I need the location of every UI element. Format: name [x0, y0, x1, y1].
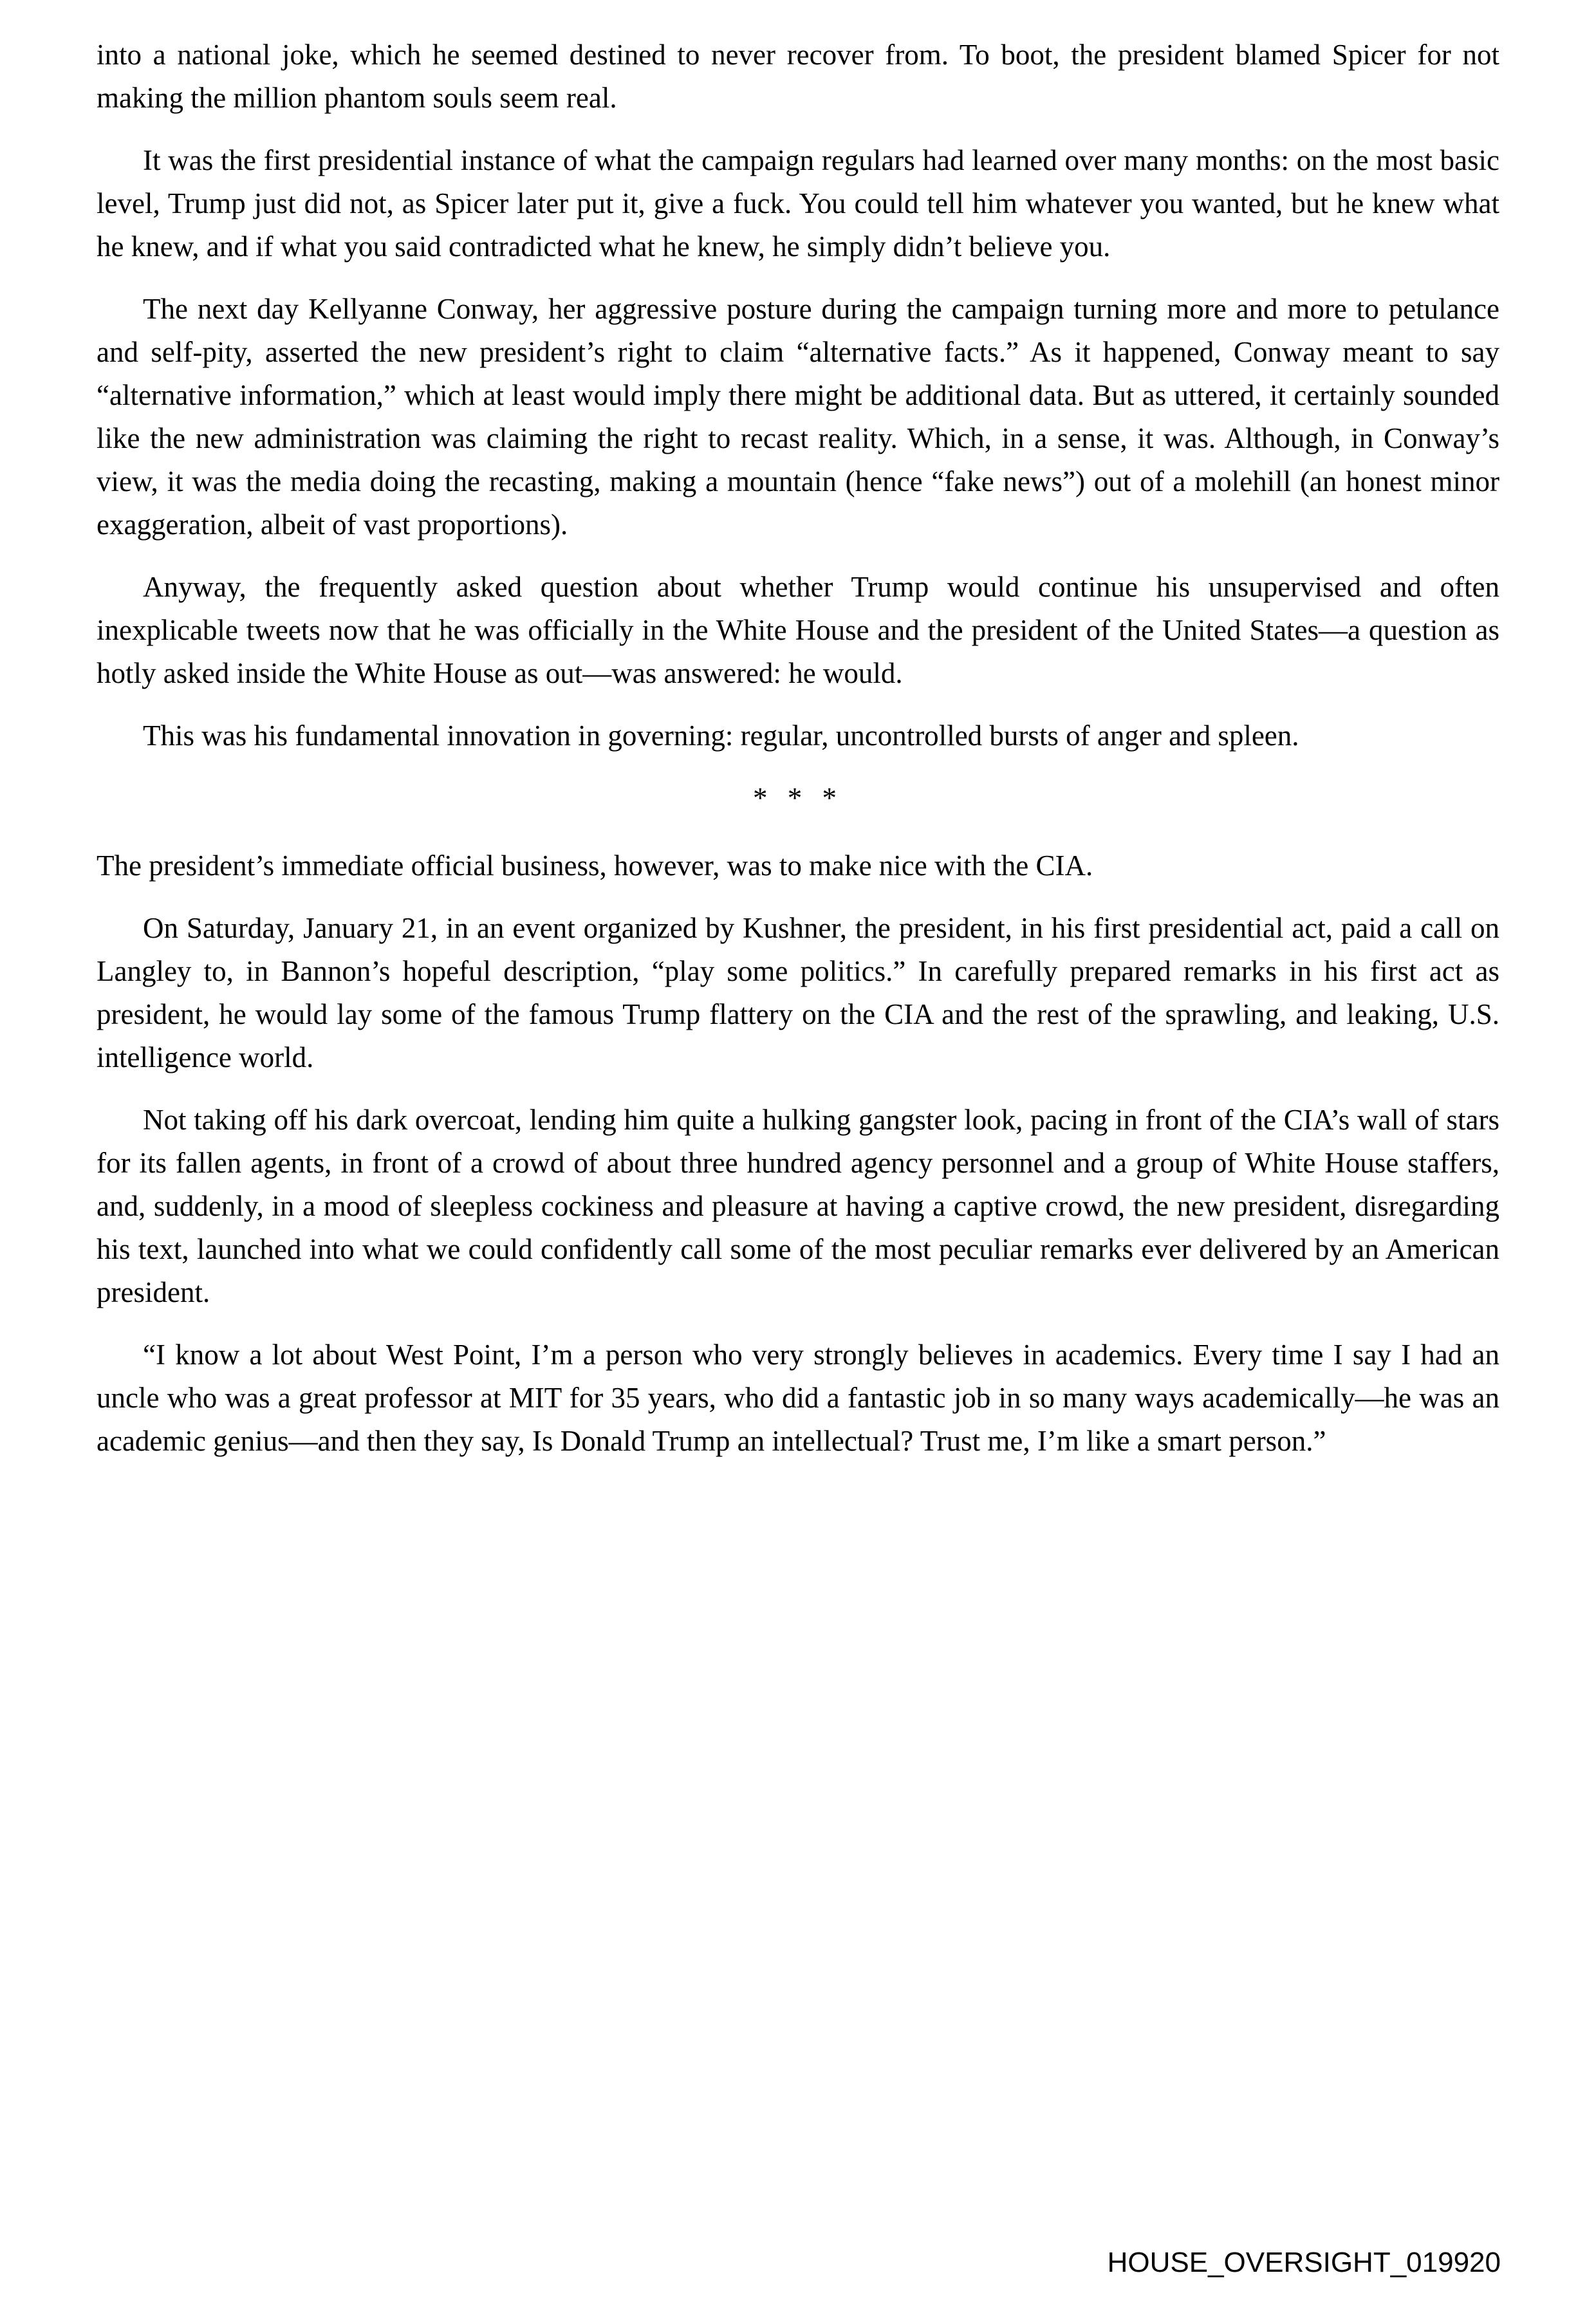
body-paragraph: into a national joke, which he seemed destined to never recover from. To boot, the president blamed Spicer for not making the million phantom souls seem real. — [97, 39, 1499, 114]
body-paragraph: “I know a lot about West Point, I’m a person who very strongly believes in academics. Every time I say I had an uncle who was a great professor at MIT for 35 years, who did a fantastic job in so many ways academically—he was an academic genius—and then they say, Is Donald Trump an intellectual? Trust me, I’m like a smart person.” — [97, 1339, 1499, 1457]
body-paragraph: It was the first presidential instance of what the campaign regulars had learned over many months: on the most basic level, Trump just did not, as Spicer later put it, give a fuck. You could tell him whatever you wanted, but he knew what he knew, and if what you said contradicted what he knew, he simply didn’t believe you. — [97, 144, 1499, 263]
body-paragraph: The next day Kellyanne Conway, her aggressive posture during the campaign turning more and more to petulance and self-pity, asserted the new president’s right to claim “alternative facts.” As it happened, Conway meant to say “alternative information,” which at least would imply there might be additional data. But as uttered, it certainly sounded like the new administration was claiming the right to recast reality. Which, in a sense, it was. Although, in Conway’s view, it was the media doing the recasting, making a mountain (hence “fake news”) out of a molehill (an honest minor exaggeration, albeit of vast proportions). — [97, 293, 1499, 541]
bates-stamp: HOUSE_OVERSIGHT_019920 — [1107, 2247, 1501, 2278]
body-paragraph: This was his fundamental innovation in governing: regular, uncontrolled bursts of anger and spleen. — [143, 719, 1299, 752]
body-paragraph: Not taking off his dark overcoat, lending him quite a hulking gangster look, pacing in front of the CIA’s wall of stars for its fallen agents, in front of a crowd of about three hundred agency personnel and a group of White House staffers, and, suddenly, in a mood of sleepless cockiness and pleasure at having a captive crowd, the new president, disregarding his text, launched into what we could confidently call some of the most peculiar remarks ever delivered by an American president. — [97, 1104, 1499, 1308]
body-paragraph: Anyway, the frequently asked question about whether Trump would continue his unsupervised and often inexplicable tweets now that he was officially in the White House and the president of the United States—a question as hotly asked inside the White House as out—was answered: he would. — [97, 571, 1499, 689]
body-paragraph: The president’s immediate official business, however, was to make nice with the CIA. — [97, 849, 1093, 882]
body-paragraph: On Saturday, January 21, in an event organized by Kushner, the president, in his first presidential act, paid a call on Langley to, in Bannon’s hopeful description, “play some politics.” In carefully prepared remarks in his first act as president, he would lay some of the famous Trump flattery on the CIA and the rest of the sprawling, and leaking, U.S. intelligence world. — [97, 912, 1499, 1073]
section-break-asterisks: * * * — [753, 782, 843, 814]
page-text-block — [97, 33, 1499, 1482]
